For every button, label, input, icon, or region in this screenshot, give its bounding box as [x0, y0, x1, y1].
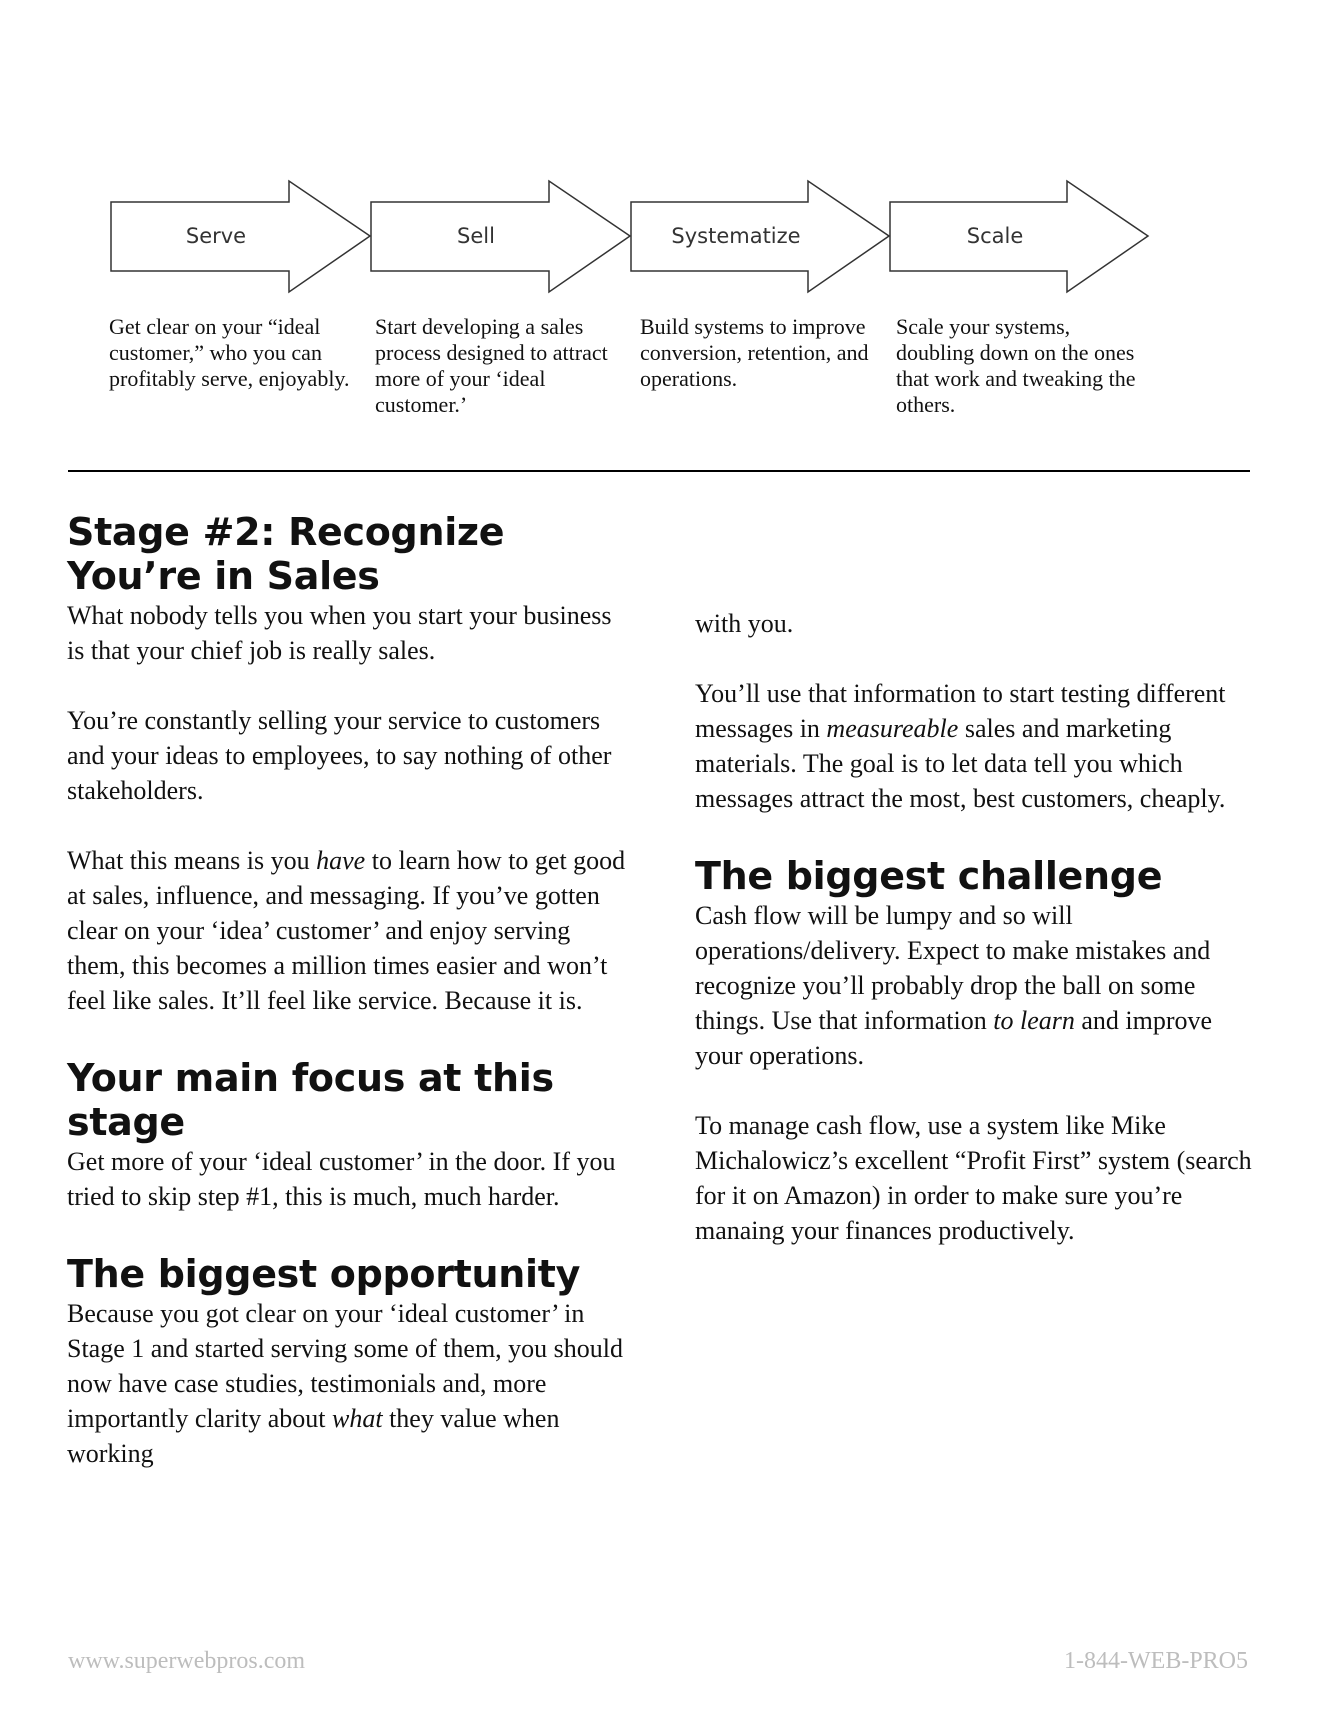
opportunity-heading: The biggest opportunity	[67, 1252, 581, 1296]
arrow-label-scale: Scale	[966, 224, 1024, 248]
section-divider	[68, 470, 1250, 472]
footer-phone: 1-844-WEB-PRO5	[1064, 1648, 1248, 1674]
selling-paragraph: You’re constantly selling your service to customers and your ideas to employees, to say nothing of other stakeholders.	[67, 706, 612, 805]
continuation-text: with you.	[695, 609, 794, 638]
focus-heading: Your main focus at this stage	[67, 1056, 554, 1144]
stage-description-scale: Scale your systems, doubling down on the ones that work and tweaking the others.	[896, 314, 1136, 417]
footer-website: www.superwebpros.com	[68, 1648, 306, 1674]
stage-description-serve: Get clear on your “ideal customer,” who you can profitably serve, enjoyably.	[109, 314, 350, 391]
cash-flow-paragraph: To manage cash flow, use a system like Mike Michalowicz’s excellent “Profit First” system (search for it on Amazon) in order to make sure you’re manaing your finances productively.	[695, 1111, 1252, 1245]
intro-paragraph: What nobody tells you when you start your business is that your chief job is really sales.	[67, 601, 612, 665]
challenge-paragraph: Cash flow will be lumpy and so will operations/delivery. Expect to make mistakes and recognize you’ll probably drop the ball on some things. Use that information to learn and improve your operations.	[695, 901, 1213, 1070]
arrow-label-sell: Sell	[457, 224, 495, 248]
arrow-label-serve: Serve	[185, 224, 247, 248]
testing-paragraph: You’ll use that information to start testing different messages in measureable sales and marketing materials. The goal is to let data tell you which messages attract the most, best customers, cheaply.	[695, 679, 1226, 813]
focus-paragraph: Get more of your ‘ideal customer’ in the door. If you tried to skip step #1, this is much, much harder.	[67, 1147, 616, 1211]
stage-heading: Stage #2: Recognize You’re in Sales	[67, 510, 505, 598]
left-column	[67, 510, 627, 1471]
stage-description-sell: Start developing a sales process designed to attract more of your ‘ideal customer.’	[375, 314, 608, 417]
opportunity-paragraph: Because you got clear on your ‘ideal customer’ in Stage 1 and started serving some of them, you should now have case studies, testimonials and, more importantly clarity about what they value when working	[67, 1299, 624, 1468]
process-diagram	[0, 0, 1332, 440]
challenge-heading: The biggest challenge	[695, 854, 1163, 898]
right-column	[695, 606, 1255, 1248]
learning-paragraph: What this means is you have to learn how to get good at sales, influence, and messaging. If you’ve gotten clear on your ‘idea’ customer’ and enjoy serving them, this becomes a million times easier and won’t feel like sales. It’ll feel like service. Because it is.	[67, 846, 626, 1015]
stage-description-systematize: Build systems to improve conversion, retention, and operations.	[640, 314, 869, 391]
arrow-label-systematize: Systematize	[671, 224, 801, 248]
